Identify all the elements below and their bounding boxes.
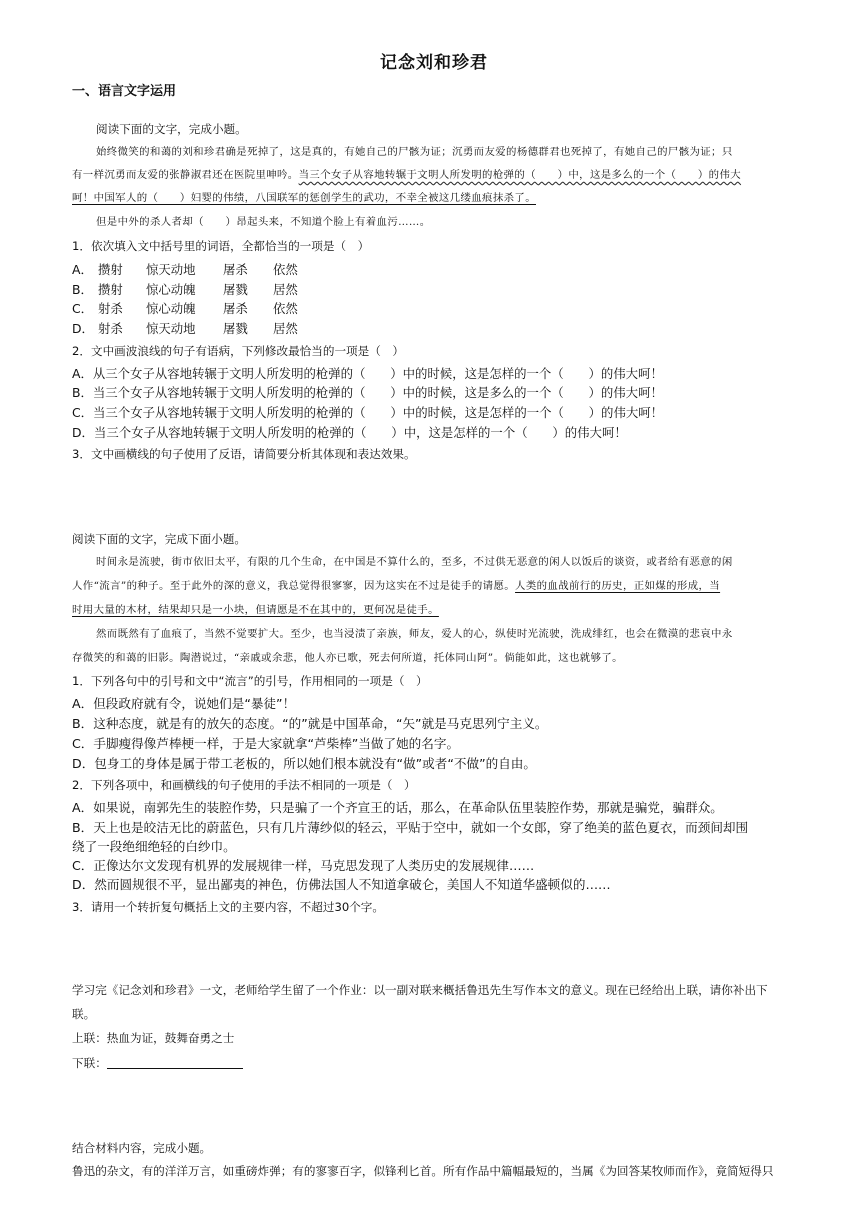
option-word: 依然 <box>273 301 298 316</box>
option-word: 射杀 <box>98 321 123 336</box>
option-word: 射杀 <box>98 301 123 316</box>
passage1-intro: 阅读下面的文字，完成小题。 <box>96 122 247 136</box>
option-word: 攒射 <box>98 282 123 297</box>
option-row: A．如果说，南郭先生的装腔作势，只是骗了一个齐宣王的话，那么，在革命队伍里装腔作势，那就是骗党，骗群众。 <box>72 800 723 815</box>
question-stem: 2．文中画波浪线的句子有语病，下列修改最恰当的一项是（ ） <box>72 344 405 358</box>
question-stem: 2．下列各项中，和画横线的句子使用的手法不相同的一项是（ ） <box>72 778 416 792</box>
option-row: B．天上也是皎洁无比的蔚蓝色，只有几片薄纱似的轻云，平贴于空中，就如一个女郎，穿了绝美的蓝色夏衣，而颈间却围 <box>72 820 749 835</box>
material-line: 鲁迅的杂文，有的洋洋万言，如重磅炸弹；有的寥寥百字，似锋利匕首。所有作品中篇幅最短的，当属《为回答某牧师而作》，竟简短得只 <box>72 1164 774 1178</box>
option-row: D．当三个女子从容地转辗于文明人所发明的枪弹的（ ）中，这是怎样的一个（ ）的伟大呵！ <box>72 425 627 440</box>
wavy-underlined-sentence: 当三个女子从容地转辗于文明人所发明的枪弹的（ ）中，这是多么的一个（ ）的伟大 <box>298 169 742 181</box>
option-row: B．当三个女子从容地转辗于文明人所发明的枪弹的（ ）中的时候，这是多么的一个（ ）的伟大呵！ <box>72 385 663 400</box>
option-word: 屠杀 <box>223 301 248 316</box>
option-word: 屠戮 <box>223 282 248 297</box>
option-letter: A． <box>72 262 93 277</box>
option-word: 居然 <box>273 321 298 336</box>
option-row: A．但段政府就有令，说她们是“暴徒”！ <box>72 696 296 711</box>
question-stem: 3．文中画横线的句子使用了反语，请简要分析其体现和表达效果。 <box>72 447 416 461</box>
option-word: 依然 <box>273 262 298 277</box>
couplet-lower <box>72 1055 243 1071</box>
option-row: C．手脚瘦得像芦棒梗一样，于是大家就拿“芦柴棒”当做了她的名字。 <box>72 736 460 751</box>
option-word: 屠杀 <box>223 262 248 277</box>
material-intro: 结合材料内容，完成小题。 <box>72 1141 212 1155</box>
passage2-line <box>72 578 720 594</box>
passage1-text: 有一样沉勇而友爱的张静淑君还在医院里呻吟。 <box>72 169 299 181</box>
passage1-line: 但是中外的杀人者却（ ）昂起头来，不知道个脸上有着血污……。 <box>96 216 431 228</box>
couplet-upper: 上联：热血为证，鼓舞奋勇之士 <box>72 1031 235 1045</box>
option-word: 攒射 <box>98 262 123 277</box>
page-title: 记念刘和珍君 <box>380 53 488 73</box>
passage2-line: 然而既然有了血痕了，当然不觉要扩大。至少，也当浸渍了亲族，师友，爱人的心，纵使时光流驶，洗成绯红，也会在微漠的悲哀中永 <box>96 628 733 640</box>
option-letter: C． <box>72 301 94 316</box>
question-stem: 1．依次填入文中括号里的词语，全都恰当的一项是（ ） <box>72 239 370 253</box>
option-letter: B． <box>72 282 93 297</box>
couplet-prompt: 学习完《记念刘和珍君》一文，老师给学生留了一个作业：以一副对联来概括鲁迅先生写作本文的意义。现在已经给出上联，请你补出下 <box>72 983 768 997</box>
question-stem: 3．请用一个转折复句概括上文的主要内容，不超过30个字。 <box>72 900 384 914</box>
passage2-line <box>72 602 439 618</box>
option-word: 惊心动魄 <box>146 301 196 316</box>
option-row: D．然而圆规很不平，显出鄙夷的神色，仿佛法国人不知道拿破仑，美国人不知道华盛顿似的…… <box>72 877 611 892</box>
option-row: D．包身工的身体是属于带工老板的，所以她们根本就没有“做”或者“不做”的自由。 <box>72 756 536 771</box>
underlined-sentence: 人类的血战前行的历史，正如煤的形成，当 <box>515 580 721 592</box>
couplet-lower-label: 下联： <box>72 1056 107 1070</box>
option-word: 惊天动地 <box>146 262 196 277</box>
passage2-line: 时间永是流驶，街市依旧太平，有限的几个生命，在中国是不算什么的，至多，不过供无恶意的闲人以饭后的谈资，或者给有恶意的闲 <box>96 556 733 568</box>
option-word: 惊心动魄 <box>146 282 196 297</box>
section-heading: 一、语言文字运用 <box>72 84 177 99</box>
passage2-intro: 阅读下面的文字，完成下面小题。 <box>72 532 246 546</box>
option-letter: D． <box>72 321 94 336</box>
option-row: B．这种态度，就是有的放矢的态度。“的”就是中国革命，“矢”就是马克思列宁主义。 <box>72 716 548 731</box>
passage1-line: 始终微笑的和蔼的刘和珍君确是死掉了，这是真的，有她自己的尸骸为证；沉勇而友爱的杨德群君也死掉了，有她自己的尸骸为证；只 <box>96 146 733 158</box>
answer-blank[interactable] <box>107 1056 243 1069</box>
option-row <box>72 262 298 278</box>
option-row: 绕了一段绝细绝轻的白纱巾。 <box>72 839 236 854</box>
option-row <box>72 282 298 298</box>
option-row: A．从三个女子从容地转辗于文明人所发明的枪弹的（ ）中的时候，这是怎样的一个（ ）的伟大呵！ <box>72 366 663 381</box>
option-row <box>72 321 298 337</box>
underlined-sentence: 呵！中国军人的（ ）妇婴的伟绩，八国联军的惩创学生的武功，不幸全被这几缕血痕抹杀了。 <box>72 192 536 204</box>
option-row: C．正像达尔文发现有机界的发展规律一样，马克思发现了人类历史的发展规律…… <box>72 858 535 873</box>
passage2-line: 存微笑的和蔼的旧影。陶潜说过，“亲戚或余悲，他人亦已歌，死去何所道，托体同山阿”。倘能如此，这也就够了。 <box>72 652 623 664</box>
option-row: C．当三个女子从容地转辗于文明人所发明的枪弹的（ ）中的时候，这是怎样的一个（ ）的伟大呵！ <box>72 405 664 420</box>
option-row <box>72 301 298 317</box>
passage1-line <box>72 190 536 206</box>
passage2-text: 人作“流言”的种子。至于此外的深的意义，我总觉得很寥寥，因为这实在不过是徒手的请愿。 <box>72 580 516 592</box>
couplet-prompt: 联。 <box>72 1007 96 1021</box>
underlined-sentence: 时用大量的木材，结果却只是一小块，但请愿是不在其中的，更何况是徒手。 <box>72 604 439 616</box>
option-word: 惊天动地 <box>146 321 196 336</box>
option-word: 屠戮 <box>223 321 248 336</box>
option-word: 居然 <box>273 282 298 297</box>
question-stem: 1．下列各句中的引号和文中“流言”的引号，作用相同的一项是（ ） <box>72 674 428 688</box>
passage1-line <box>72 167 741 183</box>
